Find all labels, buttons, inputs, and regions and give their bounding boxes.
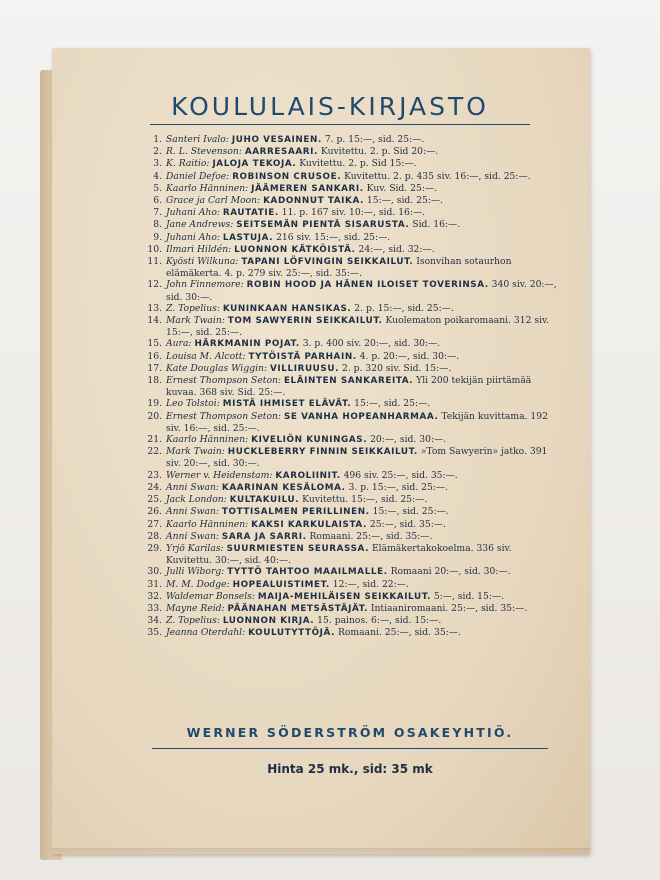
entry-author: Kate Douglas Wiggin: <box>166 362 268 374</box>
entry-details: 12:—, sid. 22:—. <box>332 578 409 590</box>
entry-title: KAKSI KARKULAISTA. <box>251 519 367 530</box>
entry-number: 21. <box>147 434 162 446</box>
entry-number: 6. <box>153 195 162 207</box>
entry-details: 24:—, sid. 32:—. <box>358 243 435 255</box>
entry-details: 15:—, sid. 25:—. <box>366 195 444 207</box>
book-list <box>140 134 560 640</box>
entry-author: Louisa M. Alcott: <box>166 350 246 362</box>
entry-title: MAIJA-MEHILÄISEN SEIKKAILUT. <box>257 591 431 602</box>
entry-title: RAUTATIE. <box>222 208 279 219</box>
entry-author: K. Raitio: <box>166 158 210 170</box>
entry-author: Grace ja Carl Moon: <box>166 195 261 207</box>
entry-title: HUCKLEBERRY FINNIN SEIKKAILUT. <box>227 447 418 458</box>
entry-number: 22. <box>147 446 162 458</box>
entry-number: 23. <box>147 469 162 481</box>
entry-number: 30. <box>147 566 162 578</box>
entry-author: Santeri Ivalo: <box>166 134 229 145</box>
entry-number: 4. <box>153 170 162 182</box>
entry-number: 24. <box>147 481 162 493</box>
entry-title: TYTÖISTÄ PARHAIN. <box>248 351 357 362</box>
entry-title: LUONNON KIRJA. <box>222 616 315 627</box>
list-item <box>140 158 560 170</box>
entry-author: Kaarlo Hänninen: <box>166 518 249 530</box>
entry-number: 9. <box>153 231 162 243</box>
list-item <box>140 398 560 410</box>
entry-author: M. M. Dodge: <box>166 578 230 590</box>
list-item <box>140 543 560 566</box>
list-item <box>140 434 560 446</box>
list-item <box>140 171 560 183</box>
entry-title: ROBINSON CRUSOE. <box>232 171 342 182</box>
entry-number: 10. <box>147 243 162 255</box>
entry-details: Yli 200 tekijän piirtämää kuvaa. 368 siv. Sid. 25:—. <box>166 375 532 399</box>
entry-title: SUURMIESTEN SEURASSA. <box>226 543 370 554</box>
entry-number: 14. <box>147 315 162 327</box>
entry-author: Yrjö Karilas: <box>166 542 224 554</box>
entry-author: Mark Twain: <box>166 446 225 458</box>
entry-number: 12. <box>147 279 162 291</box>
entry-title: KUNINKAAN HANSIKAS. <box>222 303 352 314</box>
entry-title: AARRESAARI. <box>244 147 318 158</box>
entry-details: 2. p. 320 siv. Sid. 15:—. <box>341 362 452 374</box>
publisher-underline <box>152 748 548 749</box>
entry-author: Anni Swan: <box>166 530 219 542</box>
entry-title: JUHO VESAINEN. <box>231 135 322 145</box>
entry-number: 18. <box>147 375 162 387</box>
entry-title: LUONNON KÄTKÖISTÄ. <box>234 244 356 255</box>
entry-details: 216 siv. 15:—, sid. 25:—. <box>276 231 391 243</box>
entry-number: 31. <box>147 578 162 590</box>
entry-number: 11. <box>147 256 162 268</box>
entry-details: Kuolematon poikaromaani. 312 siv. 15:—, sid. 25:—. <box>166 315 550 339</box>
list-item <box>140 579 560 591</box>
entry-details: 4. p. 20:—, sid. 30:—. <box>359 350 460 362</box>
entry-details: Kuvitettu. 2. p. Sid 20:—. <box>320 146 439 158</box>
entry-author: R. L. Stevenson: <box>166 146 242 158</box>
list-item <box>140 446 560 469</box>
entry-details: 2. p. 15:—, sid. 25:—. <box>354 302 454 314</box>
entry-number: 16. <box>147 350 162 362</box>
entry-author: Mark Twain: <box>166 315 225 327</box>
entry-details: Isonvihan sotaurhon elämäkerta. 4. p. 279 siv. 25:—, sid. 35:—. <box>166 256 512 280</box>
publisher-name: WERNER SÖDERSTRÖM OSAKEYHTIÖ. <box>186 725 514 740</box>
entry-author: Juhani Aho: <box>166 207 220 219</box>
list-item <box>140 506 560 518</box>
entry-author: Werner v. Heidenstam: <box>166 469 273 481</box>
list-item <box>140 519 560 531</box>
list-item <box>140 232 560 244</box>
list-item <box>140 315 560 338</box>
list-item <box>140 627 560 639</box>
entry-title: SEITSEMÄN PIENTÄ SISARUSTA. <box>236 220 410 231</box>
entry-title: KAARINAN KESÄLOMA. <box>221 482 346 493</box>
list-item <box>140 470 560 482</box>
list-item <box>140 146 560 158</box>
entry-number: 17. <box>147 362 162 374</box>
entry-author: Daniel Defoe: <box>166 170 230 182</box>
entry-title: JÄÄMEREN SANKARI. <box>251 183 364 194</box>
entry-title: MISTÄ IHMISET ELÄVÄT. <box>222 399 352 410</box>
entry-number: 2. <box>153 146 162 158</box>
entry-details: 5:—, sid. 15:—. <box>433 590 505 602</box>
entry-title: JALOJA TEKOJA. <box>212 159 297 170</box>
entry-details: 3. p. 15:—, sid. 25:—. <box>348 481 449 493</box>
entry-title: KADONNUT TAIKA. <box>263 196 364 207</box>
entry-number: 33. <box>147 602 162 614</box>
entry-title: VILLIRUUSU. <box>270 363 340 374</box>
entry-details: Romaani. 25:—, sid. 35:—. <box>309 530 433 542</box>
entry-number: 1. <box>153 134 162 145</box>
list-item <box>140 482 560 494</box>
list-item <box>140 591 560 603</box>
entry-author: Ernest Thompson Seton: <box>166 410 282 422</box>
entry-details: Sid. 16:—. <box>412 219 461 231</box>
entry-number: 15. <box>147 338 162 350</box>
list-item <box>140 375 560 398</box>
list-item <box>140 279 560 302</box>
list-item <box>140 134 560 146</box>
entry-number: 28. <box>147 530 162 542</box>
list-item <box>140 219 560 231</box>
entry-title: KAROLIINIT. <box>275 470 341 481</box>
entry-number: 5. <box>153 182 162 194</box>
entry-details: Elämäkertakokoelma. 336 siv. Kuvitettu. 30:—, sid. 40:—. <box>166 542 512 567</box>
entry-details: 15. painos. 6:—, sid. 15:—. <box>317 615 442 627</box>
list-item <box>140 303 560 315</box>
entry-title: KIVELIÖN KUNINGAS. <box>251 435 368 446</box>
list-item <box>140 566 560 578</box>
entry-title: HÄRKMANIN POJAT. <box>194 339 300 350</box>
entry-author: John Finnemore: <box>166 279 244 291</box>
entry-author: Aura: <box>166 338 192 350</box>
entry-title: TYTTÖ TAHTOO MAAILMALLE. <box>227 567 388 578</box>
entry-title: KOULUTYTTÖJÄ. <box>248 628 336 639</box>
entry-number: 35. <box>147 627 162 639</box>
list-item <box>140 494 560 506</box>
entry-details: Kuvitettu. 15:—, sid. 25:—. <box>302 494 428 506</box>
entry-details: Kuv. Sid. 25:—. <box>366 182 438 194</box>
entry-title: TOTTISALMEN PERILLINEN. <box>221 507 370 518</box>
list-item <box>140 531 560 543</box>
entry-number: 3. <box>153 158 162 170</box>
price-line: Hinta 25 mk., sid: 35 mk <box>267 762 433 776</box>
entry-details: 15:—, sid. 25:—. <box>354 398 431 410</box>
list-item <box>140 195 560 207</box>
list-item <box>140 363 560 375</box>
list-item <box>140 351 560 363</box>
entry-title: ELÄINTEN SANKAREITA. <box>283 376 414 387</box>
entry-title: KULTAKUILU. <box>229 495 300 506</box>
entry-details: 25:—, sid. 35:—. <box>369 518 446 530</box>
entry-details: 340 siv. 20:—, sid. 30:—. <box>166 279 557 303</box>
entry-number: 26. <box>147 506 162 518</box>
entry-number: 20. <box>147 410 162 422</box>
entry-number: 34. <box>147 615 162 627</box>
list-item <box>140 615 560 627</box>
entry-details: 496 siv. 25:—, sid. 35:—. <box>343 469 458 481</box>
entry-details: 7. p. 15:—, sid. 25:—. <box>324 134 425 145</box>
entry-details: Kuvitettu. 2. p. Sid 15:—. <box>299 158 417 170</box>
entry-number: 32. <box>147 590 162 602</box>
entry-author: Anni Swan: <box>166 481 219 493</box>
entry-number: 13. <box>147 302 162 314</box>
entry-author: Ilmari Hildén: <box>166 243 232 255</box>
list-item <box>140 244 560 256</box>
entry-title: HOPEALUISTIMET. <box>232 579 330 590</box>
entry-details: Kuvitettu. 2. p. 435 siv. 16:—, sid. 25:—. <box>344 170 531 182</box>
entry-author: Juhani Aho: <box>166 231 220 243</box>
entry-author: Jack London: <box>166 494 227 506</box>
entry-author: Kaarlo Hänninen: <box>166 434 249 446</box>
list-item <box>140 183 560 195</box>
entry-title: ROBIN HOOD JA HÄNEN ILOISET TOVERINSA. <box>246 280 489 291</box>
list-item <box>140 338 560 350</box>
entry-details: 20:—, sid. 30:—. <box>370 434 447 446</box>
entry-author: Anni Swan: <box>166 506 219 518</box>
entry-number: 7. <box>153 207 162 219</box>
entry-number: 25. <box>147 494 162 506</box>
entry-title: SARA JA SARRI. <box>221 531 307 542</box>
entry-details: 11. p. 167 siv. 10:—, sid. 16:—. <box>281 207 426 219</box>
list-item <box>140 603 560 615</box>
entry-author: Jane Andrews: <box>166 219 234 231</box>
entry-details: 15:—, sid. 25:—. <box>372 506 449 518</box>
entry-details: »Tom Sawyerin» jatko. 391 siv. 20:—, sid. 30:—. <box>166 446 548 470</box>
entry-title: LASTUJA. <box>222 232 274 243</box>
entry-number: 29. <box>147 542 162 554</box>
entry-author: Z. Topelius: <box>166 615 220 627</box>
entry-number: 19. <box>147 398 162 410</box>
list-item <box>140 411 560 434</box>
entry-author: Julli Wiborg: <box>166 566 225 578</box>
entry-details: Intiaaniromaani. 25:—, sid. 35:—. <box>370 602 528 614</box>
entry-author: Kyösti Wilkuna: <box>166 256 239 268</box>
title-underline <box>150 124 530 125</box>
entry-author: Mayne Reid: <box>166 602 225 614</box>
entry-author: Z. Topelius: <box>166 302 220 314</box>
list-item <box>140 256 560 279</box>
entry-details: 3. p. 400 siv. 20:—, sid. 30:—. <box>302 338 441 350</box>
series-title: KOULULAIS-KIRJASTO <box>171 92 489 121</box>
entry-details: Romaani. 25:—, sid. 35:—. <box>337 627 461 639</box>
list-item <box>140 207 560 219</box>
entry-title: SE VANHA HOPEANHARMAA. <box>283 411 439 422</box>
entry-author: Ernest Thompson Seton: <box>166 375 282 387</box>
entry-title: TAPANI LÖFVINGIN SEIKKAILUT. <box>241 257 414 268</box>
cover-shadow <box>52 848 590 858</box>
entry-title: TOM SAWYERIN SEIKKAILUT. <box>227 316 383 327</box>
entry-details: Romaani 20:—, sid. 30:—. <box>390 566 511 578</box>
entry-author: Jeanna Oterdahl: <box>166 627 246 639</box>
entry-title: PÄÄNAHAN METSÄSTÄJÄT. <box>227 603 368 614</box>
entry-author: Waldemar Bonsels: <box>166 590 255 602</box>
entry-details: Tekijän kuvittama. 192 siv. 16:—, sid. 25:—. <box>166 410 548 434</box>
entry-author: Leo Tolstoi: <box>166 398 220 410</box>
entry-author: Kaarlo Hänninen: <box>166 182 249 194</box>
entry-number: 27. <box>147 518 162 530</box>
entry-number: 8. <box>153 219 162 231</box>
